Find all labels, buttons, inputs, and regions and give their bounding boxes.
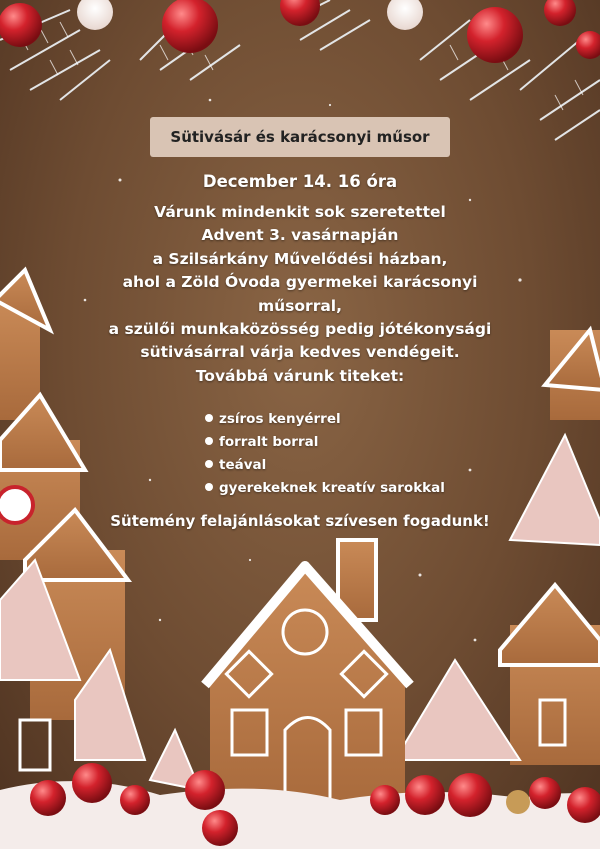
list-item: [205, 477, 505, 500]
invitation-line: ahol a Zöld Óvoda gyermekei karácsonyi: [122, 273, 478, 292]
invitation-line: Várunk mindenkit sok szeretettel: [154, 203, 446, 221]
invitation-line: Továbbá várunk titeket:: [195, 366, 405, 385]
list-item-label: zsíros kenyérrel: [219, 411, 341, 427]
bullet-icon: [205, 414, 213, 422]
list-item: [205, 408, 505, 431]
central-gingerbread-house: [205, 540, 410, 810]
event-date: December 14. 16 óra: [202, 172, 398, 191]
event-title: Sütivásár és karácsonyi műsor: [150, 117, 450, 157]
invitation-line: Advent 3. vasárnapján: [201, 226, 399, 245]
invitation-line: a szülői munkaközösség pedig jótékonysági: [108, 320, 492, 339]
top-ornaments: [0, 0, 600, 63]
list-item-label: forralt borral: [219, 434, 319, 450]
invitation-line: műsorral,: [257, 296, 342, 315]
invitation-line: a Szilsárkány Művelődési házban,: [152, 249, 448, 268]
list-item: [205, 454, 505, 477]
list-item-label: gyerekeknek kreatív sarokkal: [219, 480, 445, 496]
invitation-line: sütivásárral várja kedves vendégeit.: [140, 343, 460, 362]
list-item: [205, 431, 505, 454]
bullet-icon: [205, 437, 213, 445]
offer-list: [205, 408, 505, 500]
bullet-icon: [205, 483, 213, 491]
list-item-label: teával: [219, 457, 267, 473]
bullet-icon: [205, 460, 213, 468]
closing-note: Sütemény felajánlásokat szívesen fogadunk!: [110, 512, 490, 530]
right-gingerbread-houses: [500, 330, 600, 765]
invitation-text: [60, 201, 540, 388]
